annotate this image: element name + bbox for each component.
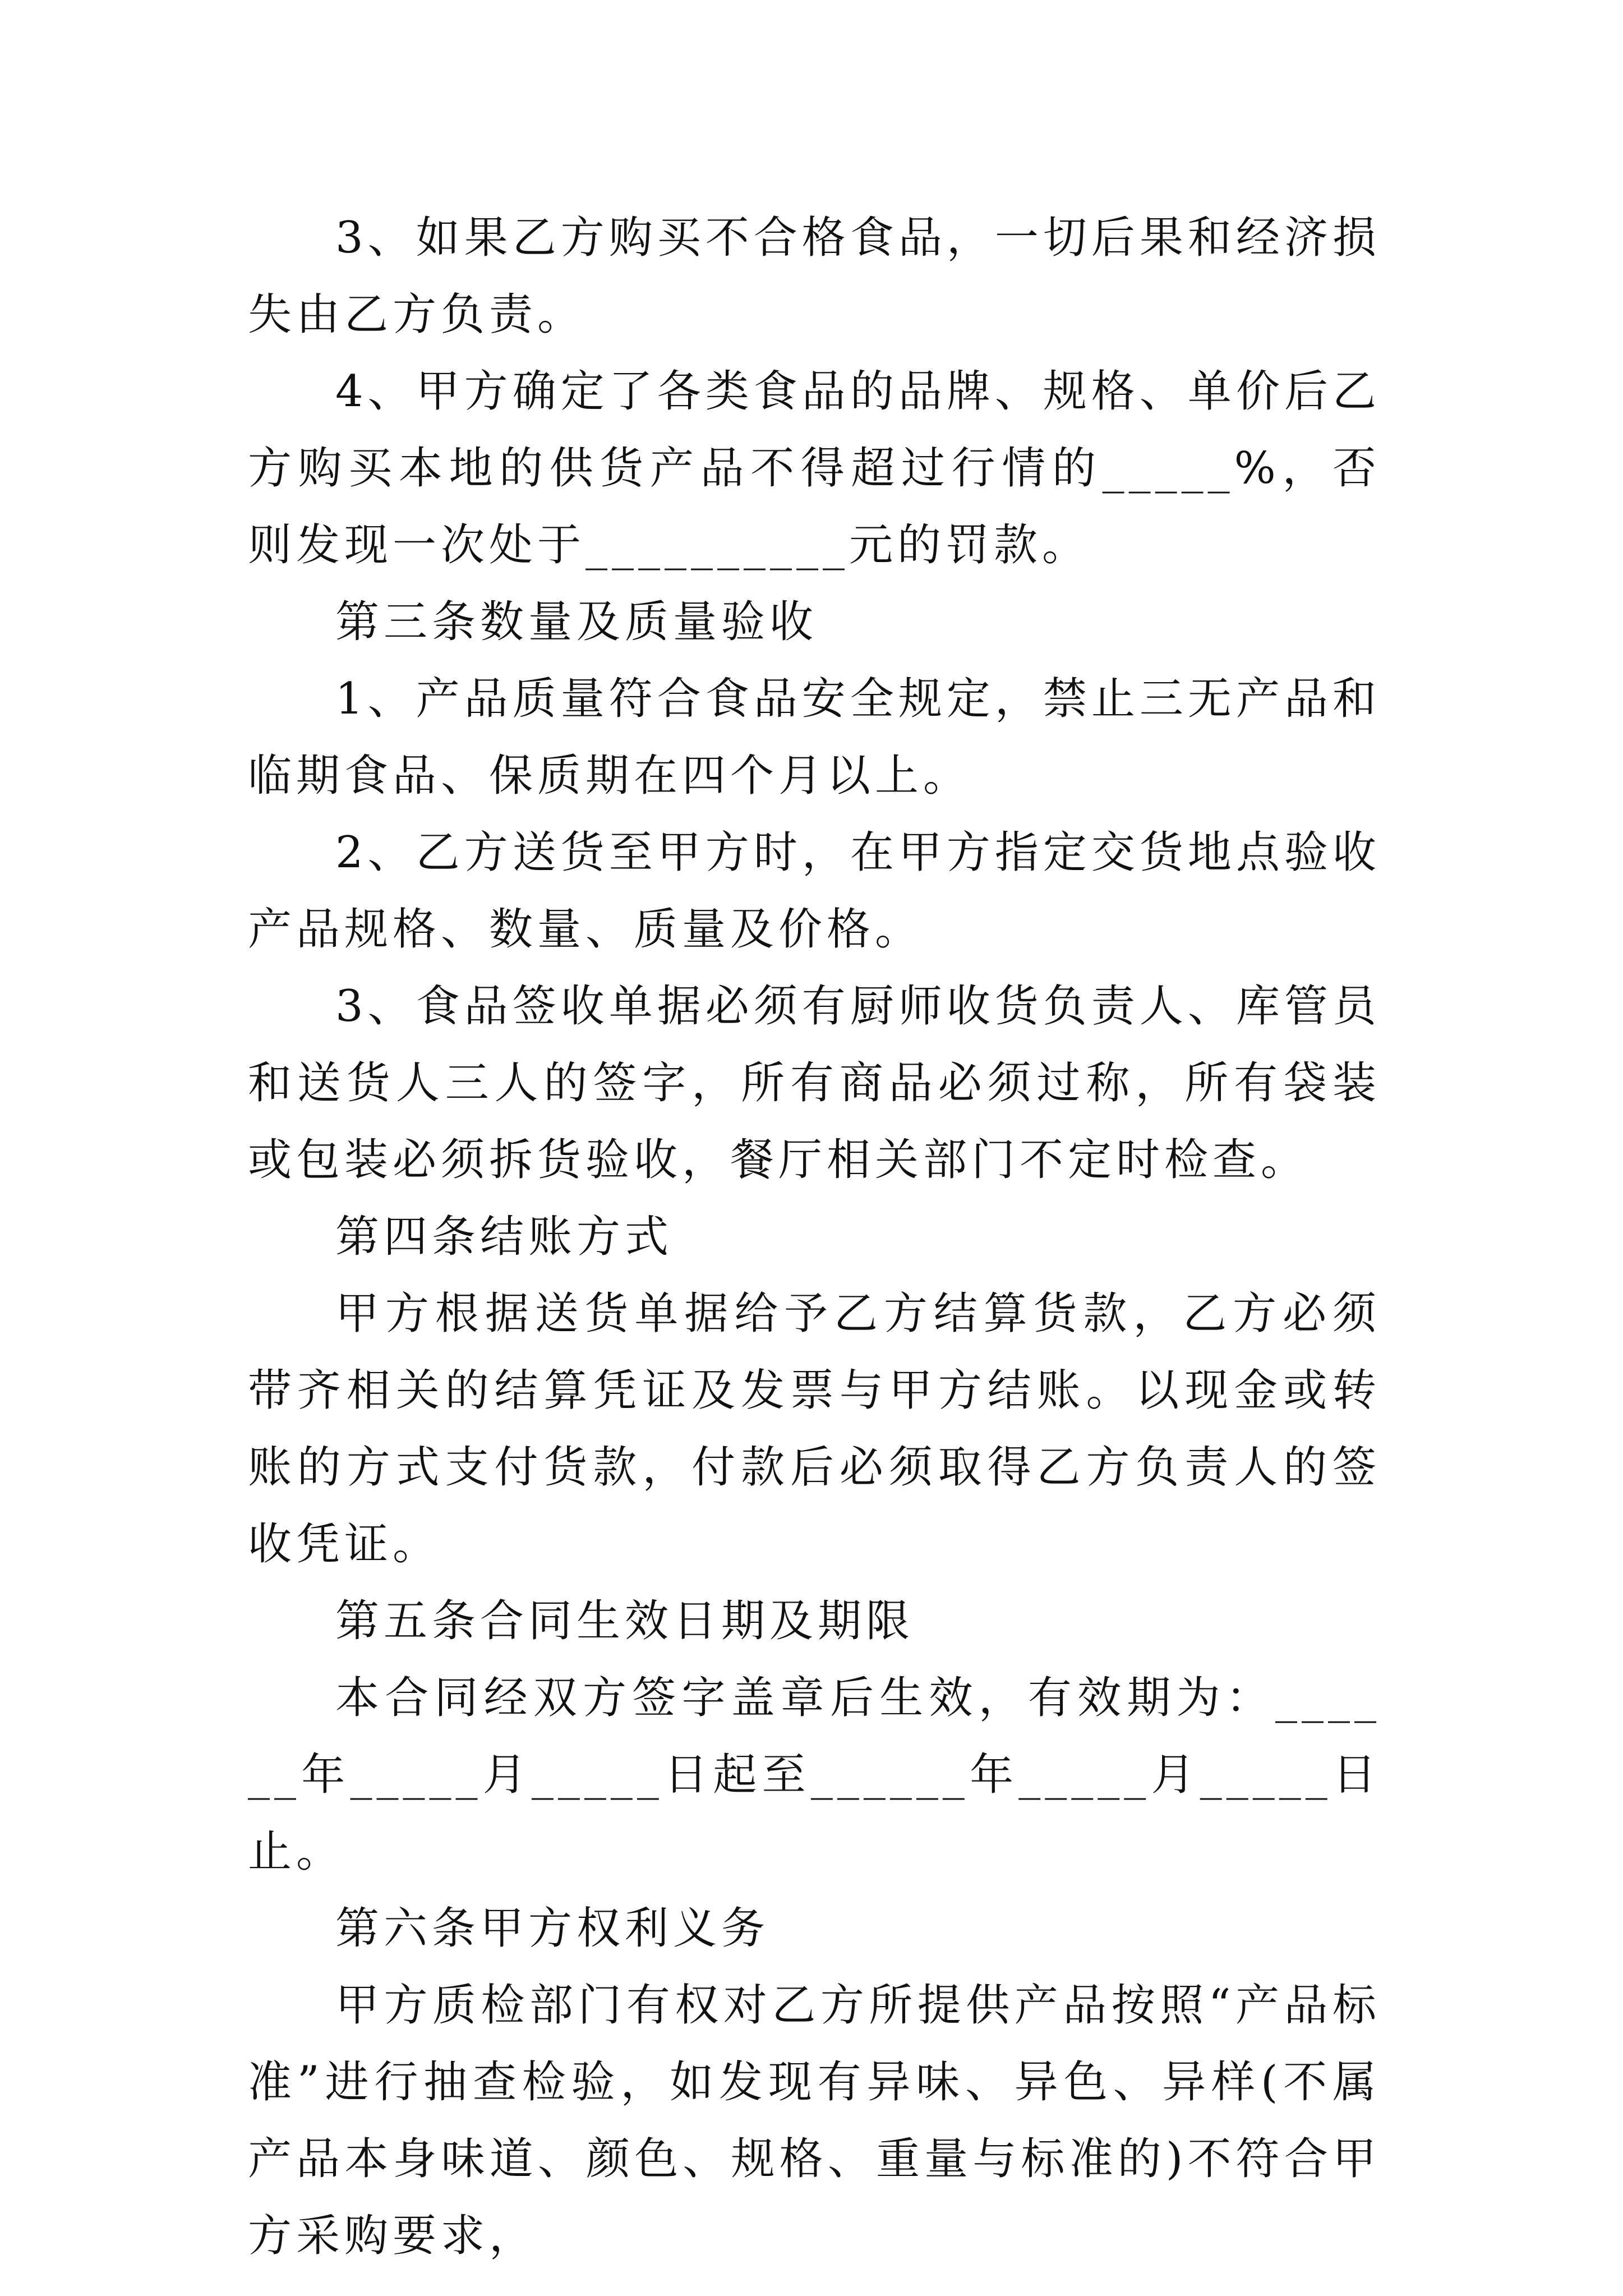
article-4-body: 甲方根据送货单据给予乙方结算货款，乙方必须带齐相关的结算凭证及发票与甲方结账。以现金或转账的方式支付货款，付款后必须取得乙方负责人的签收凭证。 (248, 1289, 1381, 1570)
article-3-item-1: 1、产品质量符合食品安全规定，禁止三无产品和临期食品、保质期在四个月以上。 (248, 674, 1381, 801)
clause-item-4-price-limit: 4、甲方确定了各类食品的品牌、规格、单价后乙方购买本地的供货产品不得超过行情的_____%，否则发现一次处于__________元的罚款。 (248, 366, 1381, 570)
document-body (248, 200, 1381, 2275)
article-6-body: 甲方质检部门有权对乙方所提供产品按照“产品标准”进行抽查检验，如发现有异味、异色、异样(不属产品本身味道、颜色、规格、重量与标准的)不符合甲方采购要求， (248, 1980, 1381, 2261)
clause-item-3-unqualified-food: 3、如果乙方购买不合格食品，一切后果和经济损失由乙方负责。 (248, 213, 1381, 340)
article-3-item-3: 3、食品签收单据必须有厨师收货负责人、库管员和送货人三人的签字，所有商品必须过称，所有袋装或包装必须拆货验收，餐厅相关部门不定时检查。 (248, 981, 1381, 1185)
article-3-item-2: 2、乙方送货至甲方时，在甲方指定交货地点验收产品规格、数量、质量及价格。 (248, 827, 1381, 955)
article-5-heading: 第五条合同生效日期及期限 (335, 1596, 915, 1646)
article-6-heading: 第六条甲方权利义务 (335, 1903, 770, 1954)
article-4-heading: 第四条结账方式 (335, 1212, 674, 1262)
article-3-heading: 第三条数量及质量验收 (335, 597, 818, 647)
article-5-body: 本合同经双方签字盖章后生效，有效期为：______年_____月_____日起至______年_____月_____日止。 (248, 1673, 1381, 1877)
